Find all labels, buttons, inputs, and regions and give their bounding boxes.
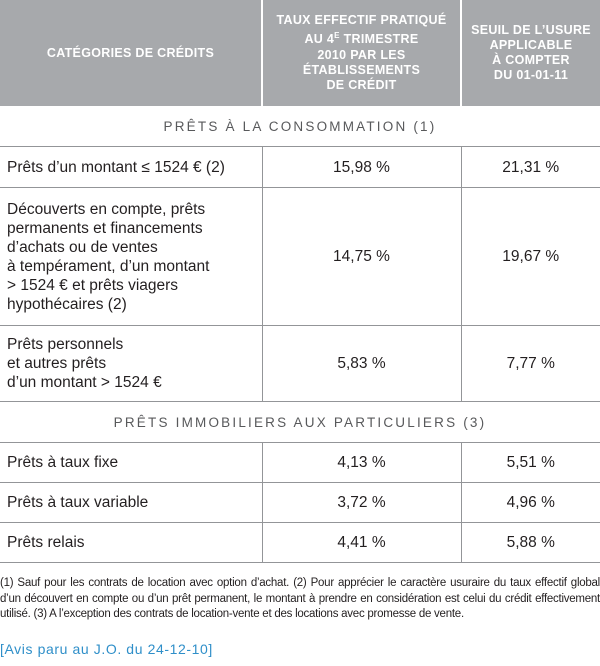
table-row [0,147,600,188]
row-threshold: 19,67 % [461,188,600,326]
row-label: Découverts en compte, prêts permanents et financements d’achats ou de ventes à tempérament, d’un montant > 1524 € et prêts viagers hypothécaires (2) [0,188,262,326]
header-categories: CATÉGORIES DE CRÉDITS [0,0,262,106]
header-usury-threshold: SEUIL DE L’USURE APPLICABLE À COMPTER DU 01-01-11 [461,0,600,106]
row-threshold: 7,77 % [461,326,600,402]
table-row [0,483,600,523]
table-header [0,0,600,106]
row-rate: 5,83 % [262,326,461,402]
row-rate: 15,98 % [262,147,461,188]
row-label: Prêts personnels et autres prêts d’un montant > 1524 € [0,326,262,402]
footnotes: (1) Sauf pour les contrats de location avec option d’achat. (2) Pour apprécier le caractère usuraire du taux effectif global d’un découvert en compte ou d’un prêt permanent, le montant à prendre en considération est celui du crédit effectivement utilisé. (3) A l’exception des contrats de location-vente et des locations avec promesse de vente. [0,577,600,620]
row-threshold: 21,31 % [461,147,600,188]
row-rate: 14,75 % [262,188,461,326]
row-rate: 4,13 % [262,443,461,483]
source-citation: [Avis paru au J.O. du 24-12-10] [0,641,213,657]
row-threshold: 5,51 % [461,443,600,483]
row-rate: 3,72 % [262,483,461,523]
table-row [0,523,600,563]
row-label: Prêts d’un montant ≤ 1524 € (2) [0,147,262,188]
row-rate: 4,41 % [262,523,461,563]
section-heading-mortgage-loans: PRÊTS IMMOBILIERS AUX PARTICULIERS (3) [0,402,600,443]
table-row [0,188,600,326]
row-label: Prêts relais [0,523,262,563]
table-row [0,443,600,483]
row-label: Prêts à taux variable [0,483,262,523]
table-row [0,326,600,402]
row-threshold: 5,88 % [461,523,600,563]
row-label: Prêts à taux fixe [0,443,262,483]
section-heading-consumer-loans: PRÊTS À LA CONSOMMATION (1) [0,106,600,147]
header-effective-rate: TAUX EFFECTIF PRATIQUÉ AU $4^E$ TRIMESTRE 2010 PAR LES ÉTABLISSEMENTS DE CRÉDIT [262,0,461,106]
row-threshold: 4,96 % [461,483,600,523]
